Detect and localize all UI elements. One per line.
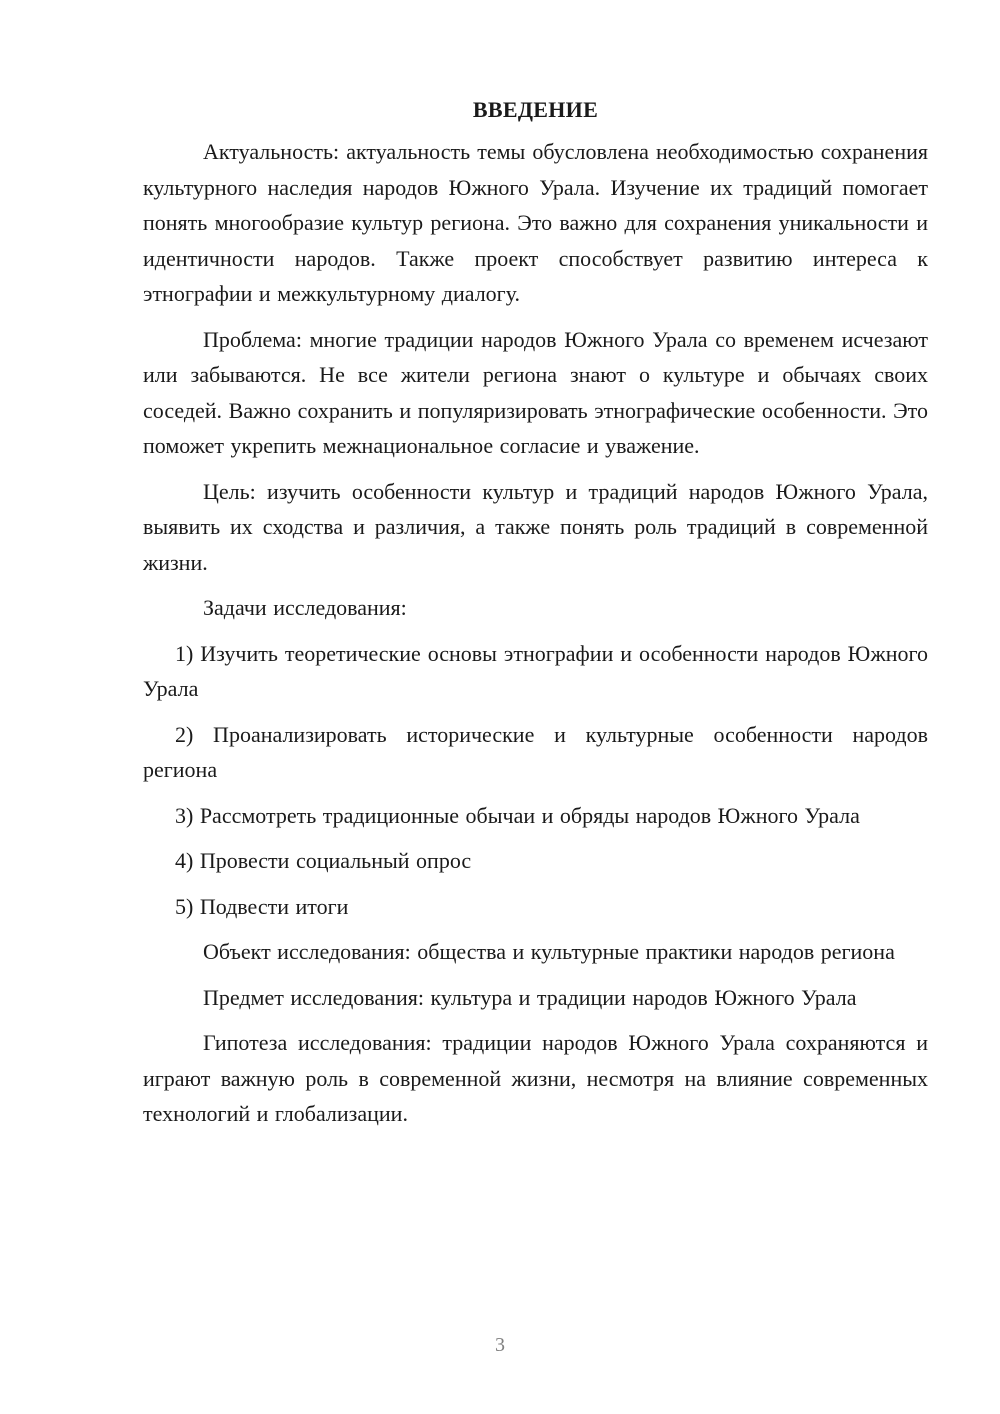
paragraph-subject: Предмет исследования: культура и традиции народов Южного Урала — [203, 984, 857, 1010]
paragraph-problem: Проблема: многие традиции народов Южного Урала со временем исчезают или забываются. Не все жители региона знают о культуре и обычаях своих соседей. Важно сохранить и популяризировать этнографические особенности. Это поможет укрепить межнациональное согласие и уважение. — [143, 326, 928, 458]
list-item: 2) Проанализировать исторические и культурные особенности народов региона — [143, 721, 928, 782]
paragraph-goal: Цель: изучить особенности культур и традиций народов Южного Урала, выявить их сходства и различия, а также понять роль традиций в современной жизни. — [143, 478, 928, 575]
document-page — [143, 94, 928, 1142]
page-title: ВВЕДЕНИЕ — [472, 97, 599, 122]
list-item: 4) Провести социальный опрос — [175, 848, 472, 873]
list-item: 1) Изучить теоретические основы этнографии и особенности народов Южного Урала — [143, 640, 928, 701]
paragraph-tasks-heading: Задачи исследования: — [203, 595, 407, 620]
page-number: 3 — [495, 1334, 505, 1356]
paragraph-hypothesis: Гипотеза исследования: традиции народов Южного Урала сохраняются и играют важную роль в современной жизни, несмотря на влияние современных технологий и глобализации. — [143, 1030, 928, 1126]
paragraph-object: Объект исследования: общества и культурные практики народов региона — [203, 939, 895, 964]
paragraph-relevance: Актуальность: актуальность темы обусловлена необходимостью сохранения культурного наследия народов Южного Урала. Изучение их традиций помогает понять многообразие культур региона. Это важно для сохранения уникальности и идентичности народов. Также проект способствует развитию интереса к этнографии и межкультурному диалогу. — [143, 139, 928, 306]
list-item: 5) Подвести итоги — [175, 893, 349, 919]
list-item: 3) Рассмотреть традиционные обычаи и обряды народов Южного Урала — [175, 802, 860, 828]
